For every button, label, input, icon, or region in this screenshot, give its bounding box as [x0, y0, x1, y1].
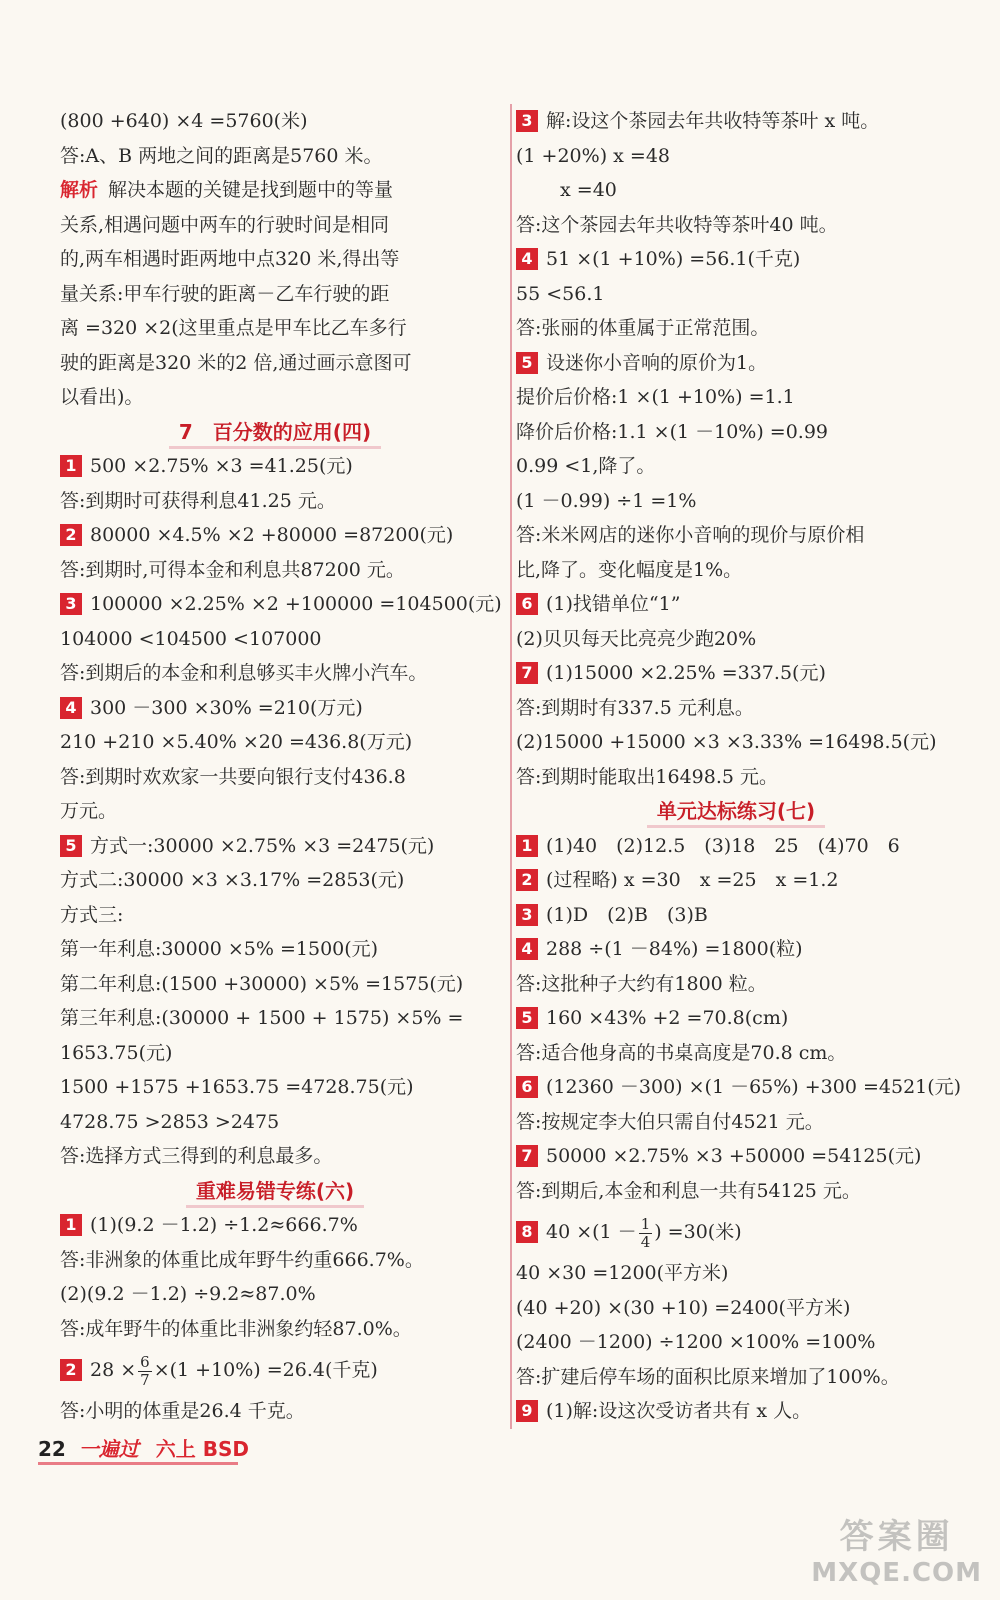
question-number-badge: 5 [516, 1007, 538, 1029]
right-column [510, 104, 962, 1429]
answer-text: 答:按规定李大伯只需自付4521 元。 [516, 1110, 824, 1133]
answer-text: 提价后价格:1 ×(1 +10%) =1.1 [516, 386, 795, 408]
answer-text: (2400 －1200) ÷1200 ×100% =100% [516, 1331, 876, 1353]
answer-line [60, 725, 490, 760]
answer-line [60, 553, 490, 588]
answer-line [516, 346, 956, 381]
answer-text: 答:选择方式三得到的利息最多。 [60, 1145, 333, 1167]
answer-text: 答:到期时欢欢家一共要向银行支付436.8 [60, 765, 406, 788]
answer-line [60, 346, 490, 381]
question-number-badge: 5 [516, 352, 538, 374]
answer-line [516, 1256, 956, 1291]
answer-text: 答:米米网店的迷你小音响的现价与原价相 [516, 524, 865, 546]
answer-text: (2)15000 +15000 ×3 ×3.33% =16498.5(元) [516, 731, 937, 753]
answer-line [60, 1105, 490, 1140]
question-number-badge: 8 [516, 1221, 538, 1243]
answer-line [516, 1208, 956, 1256]
answer-text: (40 +20) ×(30 +10) =2400(平方米) [516, 1296, 851, 1319]
answer-line [60, 484, 490, 519]
answer-line [60, 173, 490, 208]
answer-line [516, 1360, 956, 1395]
answer-text: (1)找错单位“1” [546, 593, 681, 615]
answer-text: 答:到期时可获得利息41.25 元。 [60, 489, 336, 512]
answer-line [516, 1070, 962, 1105]
answer-text: 答:A、B 两地之间的距离是5760 米。 [60, 144, 383, 167]
answer-line [516, 311, 956, 346]
answer-line [60, 1243, 490, 1278]
answer-line [60, 1346, 490, 1394]
answer-line [516, 898, 956, 933]
answer-text: 55 <56.1 [516, 282, 605, 305]
answer-text: 答:到期时能取出16498.5 元。 [516, 765, 779, 788]
answer-text: 关系,相遇问题中两车的行驶时间是相同 [60, 213, 390, 236]
question-number-badge: 7 [516, 662, 538, 684]
question-number-badge: 6 [516, 1076, 538, 1098]
answer-text: 40 ×30 =1200(平方米) [516, 1262, 729, 1284]
answer-text: (1)解:设这次受访者共有 x 人。 [546, 1400, 812, 1422]
fraction-numerator: 6 [140, 1352, 150, 1371]
answer-text: (过程略) x =30 x =25 x =1.2 [546, 869, 839, 891]
answer-line [60, 380, 490, 415]
answer-line [60, 242, 490, 277]
fraction [639, 1216, 653, 1251]
answer-text: 160 ×43% +2 =70.8(cm) [546, 1007, 789, 1029]
answer-text: 0.99 <1,降了。 [516, 455, 656, 477]
watermark-url: MXQE.COM [811, 1558, 982, 1588]
answer-line [516, 1291, 956, 1326]
answer-line [516, 1105, 956, 1140]
answer-line [60, 898, 490, 933]
answer-text: 答:成年野牛的体重比非洲象约轻87.0%。 [60, 1317, 412, 1340]
answer-text: 答:扩建后停车场的面积比原来增加了100%。 [516, 1365, 900, 1388]
question-number-badge: 6 [516, 593, 538, 615]
answer-line [516, 1325, 956, 1360]
answer-line [516, 104, 956, 139]
answer-text: (12360 －300) ×(1 －65%) +300 =4521(元) [546, 1076, 962, 1098]
answer-text: 第三年利息:(30000 + 1500 + 1575) ×5% = [60, 1007, 464, 1029]
answer-line [60, 139, 490, 174]
footer-divider [38, 1462, 238, 1465]
answer-text: 51 ×(1 +10%) =56.1(千克) [546, 248, 801, 270]
answer-text: 50000 ×2.75% ×3 +50000 =54125(元) [546, 1145, 922, 1167]
answer-text: 驶的距离是320 米的2 倍,通过画示意图可 [60, 351, 412, 374]
answer-text: 的,两车相遇时距两地中点320 米,得出等 [60, 248, 400, 270]
answer-text: 答:到期时,可得本金和利息共87200 元。 [60, 558, 405, 581]
question-number-badge: 2 [60, 524, 82, 546]
answer-text: 答:到期时有337.5 元利息。 [516, 696, 754, 719]
answer-line [516, 656, 956, 691]
answer-text: 答:张丽的体重属于正常范围。 [516, 317, 770, 339]
answer-line [60, 863, 490, 898]
answer-text: 答:到期后的本金和利息够买丰火牌小汽车。 [60, 662, 428, 684]
section-heading [60, 415, 490, 450]
answer-line [60, 1208, 490, 1243]
answer-line [60, 518, 490, 553]
book-title: 一遍过 [78, 1437, 139, 1461]
fraction-numerator: 1 [640, 1214, 651, 1233]
answer-line [60, 1312, 490, 1347]
answer-line [60, 1070, 490, 1105]
section-heading [516, 794, 956, 829]
question-number-badge: 4 [516, 938, 538, 960]
answer-text: 答:这批种子大约有1800 粒。 [516, 972, 767, 995]
answer-line [516, 760, 956, 795]
answer-line [516, 691, 956, 726]
answer-text: 量关系:甲车行驶的距离－乙车行驶的距 [60, 282, 390, 305]
answer-text: 210 +210 ×5.40% ×20 =436.8(万元) [60, 731, 413, 753]
answer-text: 第一年利息:30000 ×5% =1500(元) [60, 938, 379, 960]
answer-line [516, 553, 956, 588]
answer-text: 设迷你小音响的原价为1。 [546, 351, 768, 374]
answer-text: 万元。 [60, 800, 118, 822]
answer-text: 500 ×2.75% ×3 =41.25(元) [90, 455, 353, 477]
question-number-badge: 4 [60, 697, 82, 719]
answer-text: 方式三: [60, 903, 124, 926]
question-number-badge: 1 [60, 455, 82, 477]
answer-line [516, 208, 956, 243]
expression-text: 28 × [90, 1359, 137, 1381]
answer-line [516, 449, 956, 484]
answer-line [60, 104, 490, 139]
watermark [811, 1509, 982, 1588]
answer-text: 1653.75(元) [60, 1041, 173, 1064]
answer-text: 4728.75 >2853 >2475 [60, 1110, 280, 1133]
answer-line [60, 932, 490, 967]
answer-line [60, 967, 490, 1002]
fraction-denominator: 7 [140, 1370, 150, 1389]
answer-text: 80000 ×4.5% ×2 +80000 =87200(元) [90, 524, 454, 546]
question-number-badge: 3 [516, 110, 538, 132]
answer-line [60, 829, 490, 864]
answer-text: 答:非洲象的体重比成年野牛约重666.7%。 [60, 1248, 424, 1271]
answer-text: (800 +640) ×4 =5760(米) [60, 110, 308, 132]
answer-text: 解决本题的关键是找到题中的等量 [108, 179, 394, 201]
question-number-badge: 3 [516, 904, 538, 926]
answer-text: 以看出)。 [60, 386, 144, 408]
answer-text: 方式二:30000 ×3 ×3.17% =2853(元) [60, 869, 405, 891]
expression-text: ) =30(米) [654, 1221, 742, 1243]
question-number-badge: 1 [60, 1214, 82, 1236]
answer-line [60, 656, 490, 691]
answer-text: 解:设这个茶园去年共收特等茶叶 x 吨。 [546, 110, 880, 132]
answer-text: 答:小明的体重是26.4 千克。 [60, 1400, 305, 1422]
section-heading [60, 1174, 490, 1209]
analysis-label: 解析 [60, 179, 99, 201]
left-column [60, 104, 502, 1429]
answer-line [516, 1036, 956, 1071]
answer-line [516, 380, 956, 415]
answer-line [60, 760, 490, 795]
answer-text: 第二年利息:(1500 +30000) ×5% =1575(元) [60, 972, 464, 995]
section-title: 重难易错专练(六) [186, 1177, 364, 1208]
answer-text: (1)(9.2 －1.2) ÷1.2≈666.7% [90, 1214, 358, 1236]
question-number-badge: 9 [516, 1400, 538, 1422]
answer-line [516, 415, 956, 450]
answer-line [516, 932, 956, 967]
question-number-badge: 1 [516, 835, 538, 857]
answer-line [60, 208, 490, 243]
answer-text: (1)15000 ×2.25% =337.5(元) [546, 662, 826, 684]
answer-line [516, 1174, 956, 1209]
answer-line [516, 587, 956, 622]
answer-line [516, 725, 956, 760]
answer-line [60, 1277, 490, 1312]
answer-line [516, 518, 956, 553]
answer-line [516, 1139, 956, 1174]
answer-text: 答:这个茶园去年共收特等茶叶40 吨。 [516, 213, 838, 236]
answer-text: 104000 <104500 <107000 [60, 627, 322, 650]
answer-line [516, 1001, 956, 1036]
question-number-badge: 4 [516, 248, 538, 270]
answer-text: 降价后价格:1.1 ×(1 －10%) =0.99 [516, 420, 829, 443]
expression-text: 40 ×(1 － [546, 1221, 637, 1243]
answer-line [60, 1139, 490, 1174]
answer-text: (1)D (2)B (3)B [546, 903, 708, 926]
question-number-badge: 5 [60, 835, 82, 857]
answer-line [516, 622, 956, 657]
answer-text: (2)(9.2 －1.2) ÷9.2≈87.0% [60, 1283, 316, 1305]
answer-line [60, 311, 490, 346]
page-number: 22 [38, 1437, 66, 1461]
answer-text: 比,降了。变化幅度是1%。 [516, 558, 743, 581]
answer-text: 答:到期后,本金和利息一共有54125 元。 [516, 1179, 861, 1202]
watermark-logo: 答案圈 [839, 1517, 954, 1557]
answer-text: 288 ÷(1 －84%) =1800(粒) [546, 938, 803, 960]
fraction-denominator: 4 [640, 1232, 651, 1251]
answer-text: 方式一:30000 ×2.75% ×3 =2475(元) [90, 834, 435, 857]
answer-line [516, 829, 956, 864]
answer-line [60, 794, 490, 829]
answer-line [60, 587, 502, 622]
answer-line [516, 967, 956, 1002]
question-number-badge: 3 [60, 593, 82, 615]
answer-text: 100000 ×2.25% ×2 +100000 =104500(元) [90, 593, 502, 615]
page-footer [38, 1433, 249, 1462]
expression-text: ×(1 +10%) =26.4(千克) [153, 1359, 378, 1381]
answer-line [60, 1001, 490, 1036]
section-title: 单元达标练习(七) [647, 797, 825, 828]
question-number-badge: 2 [516, 869, 538, 891]
fraction [138, 1354, 152, 1389]
answer-text: 1500 +1575 +1653.75 =4728.75(元) [60, 1076, 414, 1098]
answer-text: 答:适合他身高的书桌高度是70.8 cm。 [516, 1041, 847, 1064]
answer-text: (1 －0.99) ÷1 =1% [516, 489, 697, 512]
answer-text: (1 +20%) x =48 [516, 144, 670, 167]
answer-line [516, 139, 956, 174]
answer-text: 300 －300 ×30% =210(万元) [90, 696, 363, 719]
question-number-badge: 2 [60, 1359, 82, 1381]
answer-line [516, 277, 956, 312]
answer-line [60, 1036, 490, 1071]
answer-text: (1)40 (2)12.5 (3)18 25 (4)70 6 [546, 834, 900, 857]
answer-line [516, 173, 956, 208]
section-title: 7 百分数的应用(四) [169, 418, 381, 449]
answer-line [516, 242, 956, 277]
answer-line [60, 691, 490, 726]
answer-line [60, 449, 490, 484]
answer-text: 离 =320 ×2(这里重点是甲车比乙车多行 [60, 317, 407, 339]
answer-text: x =40 [516, 179, 617, 201]
answer-line [60, 277, 490, 312]
answer-line [516, 484, 956, 519]
answer-line [516, 863, 956, 898]
question-number-badge: 7 [516, 1145, 538, 1167]
grade-label: 六上 BSD [155, 1437, 249, 1461]
answer-text: (2)贝贝每天比亮亮少跑20% [516, 627, 757, 650]
answer-line [60, 1394, 490, 1429]
answer-line [516, 1394, 956, 1429]
answer-line [60, 622, 490, 657]
